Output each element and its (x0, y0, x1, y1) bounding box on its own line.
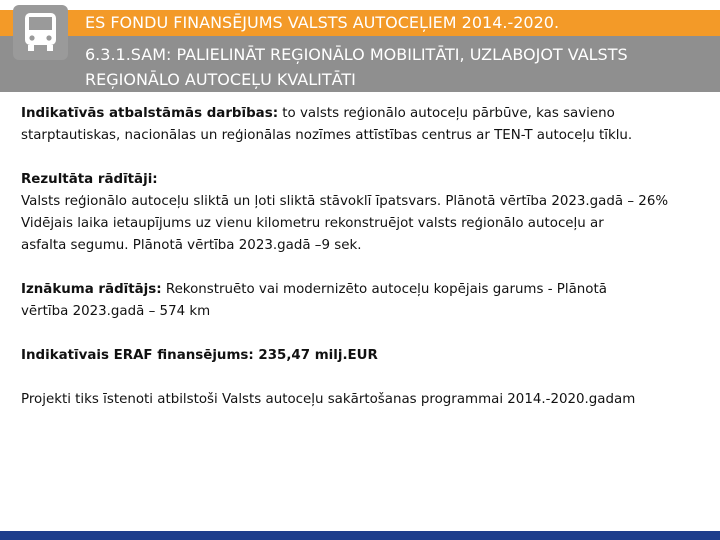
result-indicators-section (21, 169, 699, 257)
header-band (0, 0, 720, 92)
bus-icon (13, 5, 68, 60)
output-indicator-text-line1: Rekonstruēto vai modernizēto autoceļu kopējais garums - Plānotā (161, 282, 607, 297)
activities-section (21, 103, 699, 147)
result-indicator-line3: asfalta segumu. Plānotā vērtība 2023.gadā –9 sek. (21, 238, 362, 253)
output-indicator-text-line2: vērtība 2023.gadā – 574 km (21, 304, 211, 319)
result-indicator-line1: Valsts reģionālo autoceļu sliktā un ļoti sliktā stāvoklī īpatsvars. Plānotā vērtība 2023.gadā – 26% (21, 194, 669, 209)
erdf-funding-section (21, 345, 699, 367)
output-indicator-label: Iznākuma rādītājs: (21, 282, 162, 297)
activities-label: Indikatīvās atbalstāmās darbības: (21, 106, 279, 121)
output-indicator-section (21, 279, 699, 323)
erdf-funding-text: Indikatīvais ERAF finansējums: 235,47 milj.EUR (21, 348, 378, 363)
activities-text-line2: starptautiskas, nacionālas un reģionālas nozīmes attīstības centrus ar TEN-T autoceļu tīklu. (21, 128, 633, 143)
bottom-bar (0, 531, 720, 540)
result-indicators-label: Rezultāta rādītāji: (21, 172, 158, 187)
result-indicator-line2: Vidējais laika ietaupījums uz vienu kilometru rekonstruējot valsts reģionālo autoceļu ar (21, 216, 604, 231)
content-area (21, 103, 699, 433)
activities-text-line1: to valsts reģionālo autoceļu pārbūve, kas savieno (278, 106, 615, 121)
header-subtitle: 6.3.1.SAM: PALIELINĀT REĢIONĀLO MOBILITĀTI, UZLABOJOT VALSTS REĢIONĀLO AUTOCEĻU KVALITĀTI (85, 45, 628, 89)
implementation-text: Projekti tiks īstenoti atbilstoši Valsts autoceļu sakārtošanas programmai 2014.-2020.gadam (21, 392, 636, 407)
header-title: ES FONDU FINANSĒJUMS VALSTS AUTOCEĻIEM 2014.-2020. (85, 13, 560, 32)
implementation-section (21, 389, 699, 411)
